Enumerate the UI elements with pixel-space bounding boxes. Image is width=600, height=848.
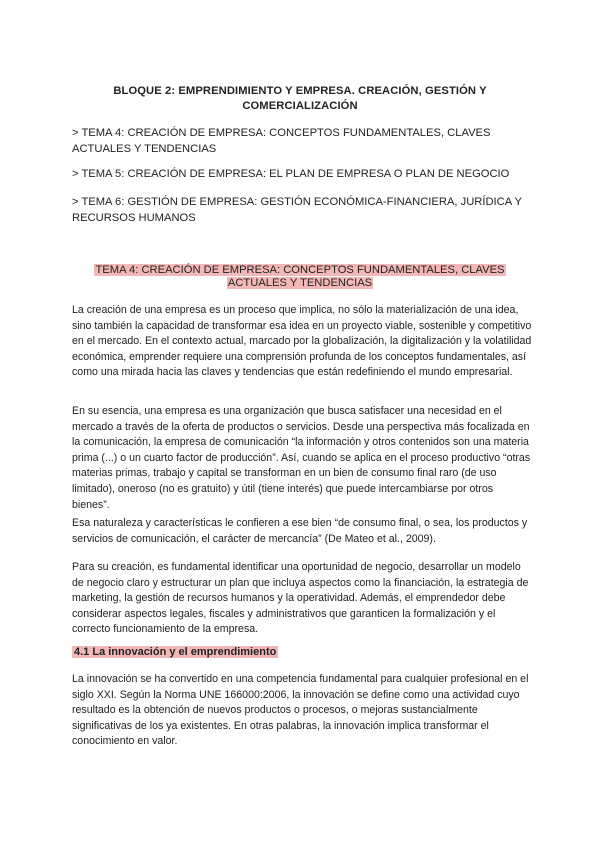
section-heading [90, 264, 510, 290]
paragraph-creation: Para su creación, es fundamental identificar una oportunidad de negocio, desarrollar un modelo de negocio claro y estructurar un plan que incluya aspectos como la financiación, la estrategia de marketing, la gestión de recursos humanos y la operatividad. Además, el emprendedor debe considerar aspectos legales, fiscales y administrativos que garanticen la formalización y el correcto funcionamiento de la empresa. [72, 561, 529, 636]
section-heading-line-1: TEMA 4: CREACIÓN DE EMPRESA: CONCEPTOS FUNDAMENTALES, CLAVES [95, 264, 505, 276]
paragraph-nature: Esa naturaleza y características le confieren a ese bien “de consumo final, o sea, los productos y servicios de comunicación, el carácter de mercancía” (De Mateo et al., 2009). [72, 517, 528, 545]
paragraph-intro: La creación de una empresa es un proceso que implica, no sólo la materialización de una idea, sino también la capacidad de transformar esa idea en un proyecto viable, sostenible y competitivo en el mercado. En el contexto actual, marcado por la globalización, la digitalización y la volatilidad económica, emprender requiere una comprensión profunda de los conceptos fundamentales, así como una mirada hacia las claves y tendencias que están redefiniendo el mundo empresarial. [72, 304, 532, 379]
topic-5-link: > TEMA 5: CREACIÓN DE EMPRESA: EL PLAN DE EMPRESA O PLAN DE NEGOCIO [72, 168, 510, 180]
block-title [80, 84, 520, 114]
topic-6-link: > TEMA 6: GESTIÓN DE EMPRESA: GESTIÓN ECONÓMICA-FINANCIERA, JURÍDICA Y RECURSOS HUMANOS [72, 196, 522, 224]
paragraph-innovation: La innovación se ha convertido en una competencia fundamental para cualquier profesional en el siglo XXI. Según la Norma UNE 166000:2006, la innovación se define como una actividad cuyo resultado es la obtención de nuevos productos o procesos, o mejoras sustancialmente significativas de los ya existentes. En otras palabras, la innovación implica transformar el conocimiento en valor. [72, 673, 529, 748]
paragraph-essence: En su esencia, una empresa es una organización que busca satisfacer una necesidad en el mercado a través de la oferta de productos o servicios. Desde una perspectiva más focalizada en la comunicación, la empresa de comunicación “la información y otros contenidos son una materia prima (...) o un cuarto factor de producción”. Así, cuando se aplica en el proceso productivo “otras materias primas, trabajo y capital se transforman en un bien de consumo final raro (de uso limitado), oneroso (no es gratuito) y útil (tiene interés) que puede intercambiarse por otros bienes”. [72, 405, 531, 511]
topic-4-link: > TEMA 4: CREACIÓN DE EMPRESA: CONCEPTOS FUNDAMENTALES, CLAVES ACTUALES Y TENDENCIAS [72, 127, 491, 155]
block-title-line-1: BLOQUE 2: EMPRENDIMIENTO Y EMPRESA. CREACIÓN, GESTIÓN Y [113, 85, 487, 97]
subheading-innovation [72, 645, 278, 659]
section-heading-line-2: ACTUALES Y TENDENCIAS [227, 277, 373, 289]
block-title-line-2: COMERCIALIZACIÓN [242, 100, 358, 112]
subheading-text: 4.1 La innovación y el emprendimiento [74, 646, 277, 658]
